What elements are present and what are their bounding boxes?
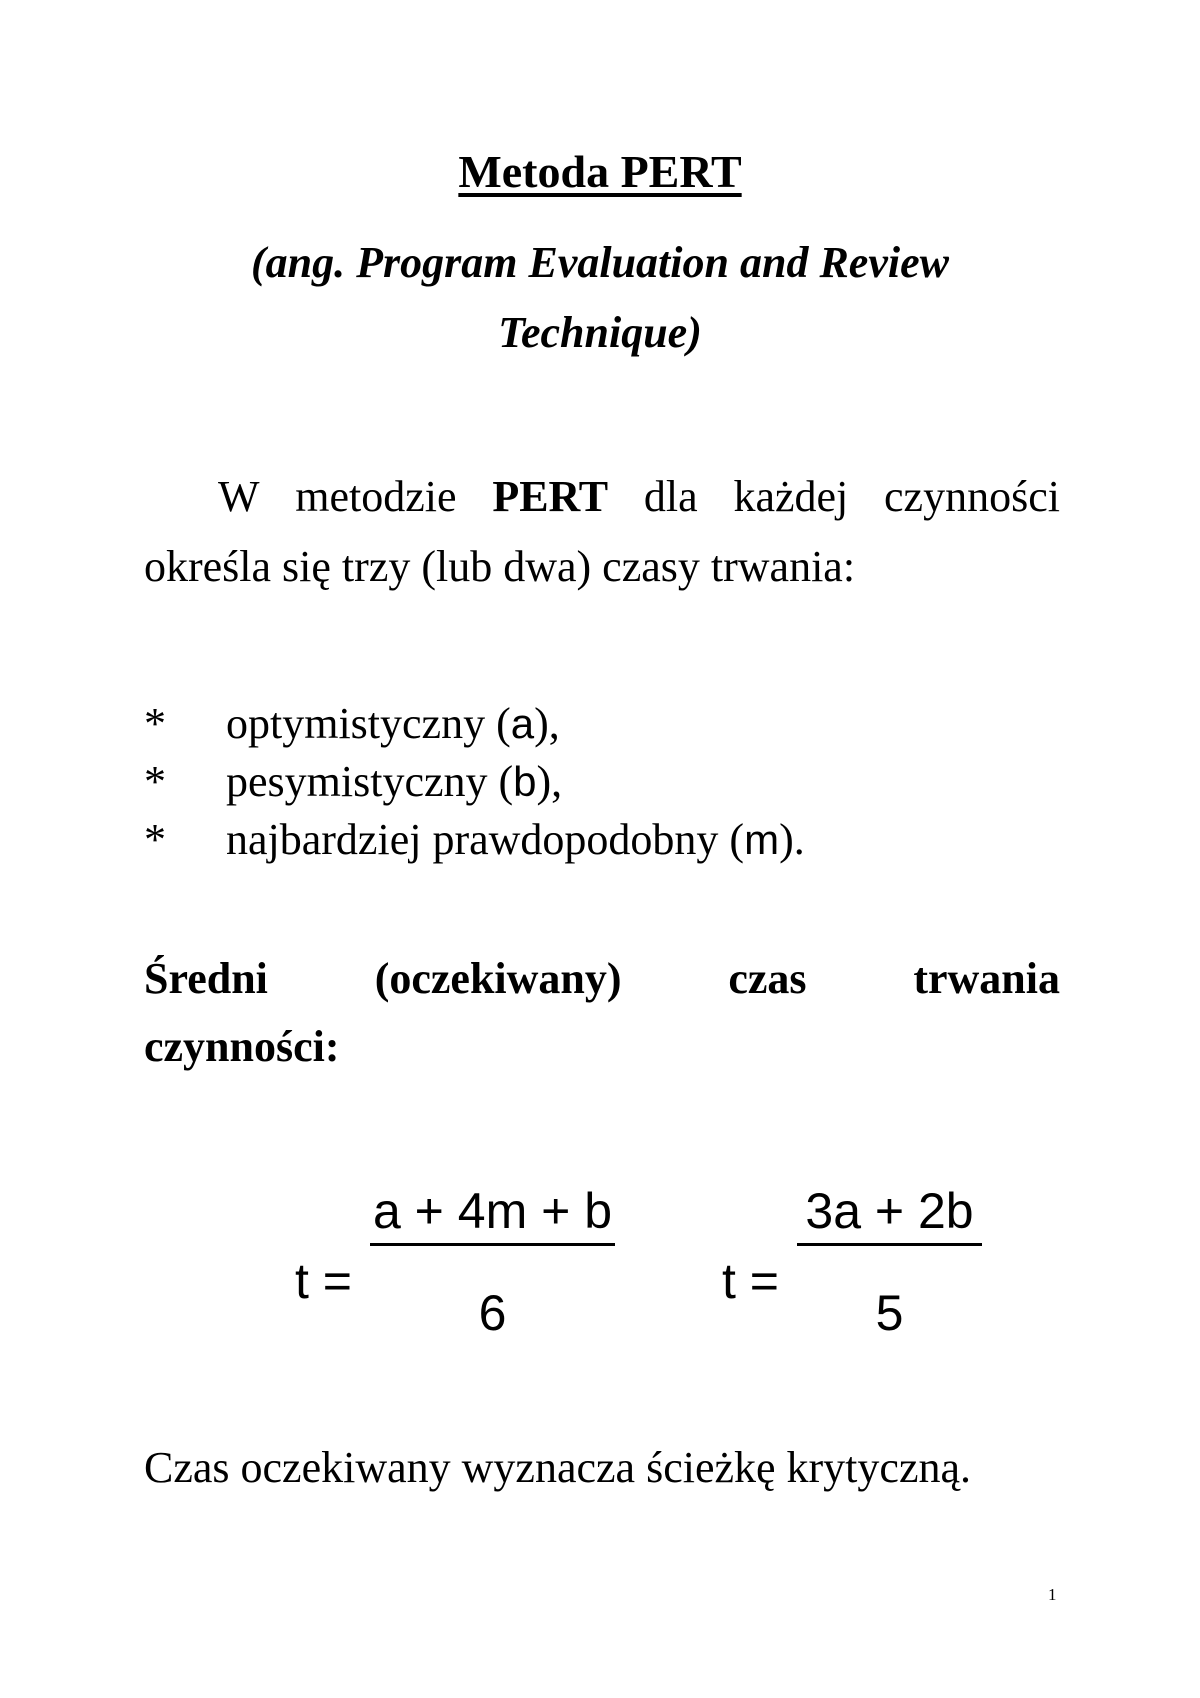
formula-numerator: a + 4m + b — [372, 1183, 613, 1239]
page-number: 1 — [1048, 1585, 1057, 1604]
page-title: Metoda PERT — [458, 146, 742, 197]
heading-word: czas — [728, 954, 807, 1003]
formula-lhs: t = — [295, 1253, 352, 1309]
subtitle-line-2: Technique) — [498, 308, 702, 357]
conclusion-text: Czas oczekiwany wyznacza ścieżkę krytyczną. — [144, 1443, 971, 1492]
list-item-label: najbardziej prawdopodobny ( — [226, 815, 745, 864]
list-item-variable: a — [510, 700, 535, 747]
list-item-end: ), — [536, 757, 563, 806]
formula-denominator: 5 — [875, 1285, 904, 1341]
intro-word: czynności — [884, 472, 1060, 521]
bullet-marker: * — [144, 815, 166, 864]
formula-denominator: 6 — [478, 1285, 507, 1341]
intro-word-bold: PERT — [492, 472, 609, 521]
bullet-marker: * — [144, 757, 166, 806]
formula-two-point — [722, 1182, 992, 1342]
list-item — [144, 753, 805, 811]
intro-word: W — [218, 472, 260, 521]
intro-line-2: określa się trzy (lub dwa) czasy trwania: — [144, 542, 856, 591]
heading-word: Średni — [144, 954, 268, 1003]
intro-line-1 — [144, 462, 1060, 532]
list-item — [144, 695, 805, 753]
bullet-marker: * — [144, 699, 166, 748]
list-item — [144, 811, 805, 869]
duration-list — [144, 695, 805, 869]
list-item-variable: b — [513, 758, 537, 805]
formula-lhs: t = — [722, 1253, 779, 1309]
section-heading — [144, 945, 1060, 1081]
heading-word: (oczekiwany) — [374, 954, 622, 1003]
heading-word: trwania — [913, 954, 1060, 1003]
fraction-bar — [797, 1243, 982, 1246]
subtitle — [160, 228, 1040, 368]
intro-word: każdej — [733, 472, 849, 521]
intro-word: dla — [643, 472, 698, 521]
formula-numerator: 3a + 2b — [805, 1183, 974, 1239]
subtitle-line-1: (ang. Program Evaluation and Review — [251, 238, 949, 287]
fraction-bar — [370, 1243, 615, 1246]
list-item-label: pesymistyczny ( — [226, 757, 514, 806]
heading-line-1 — [144, 945, 1060, 1013]
list-item-label: optymistyczny ( — [226, 699, 511, 748]
intro-paragraph — [144, 462, 1060, 602]
list-item-end: ), — [534, 699, 560, 748]
formula-three-point — [295, 1182, 625, 1342]
intro-word: metodzie — [295, 472, 457, 521]
heading-line-2: czynności: — [144, 1022, 340, 1071]
list-item-end: ). — [779, 815, 805, 864]
list-item-variable: m — [744, 816, 780, 863]
